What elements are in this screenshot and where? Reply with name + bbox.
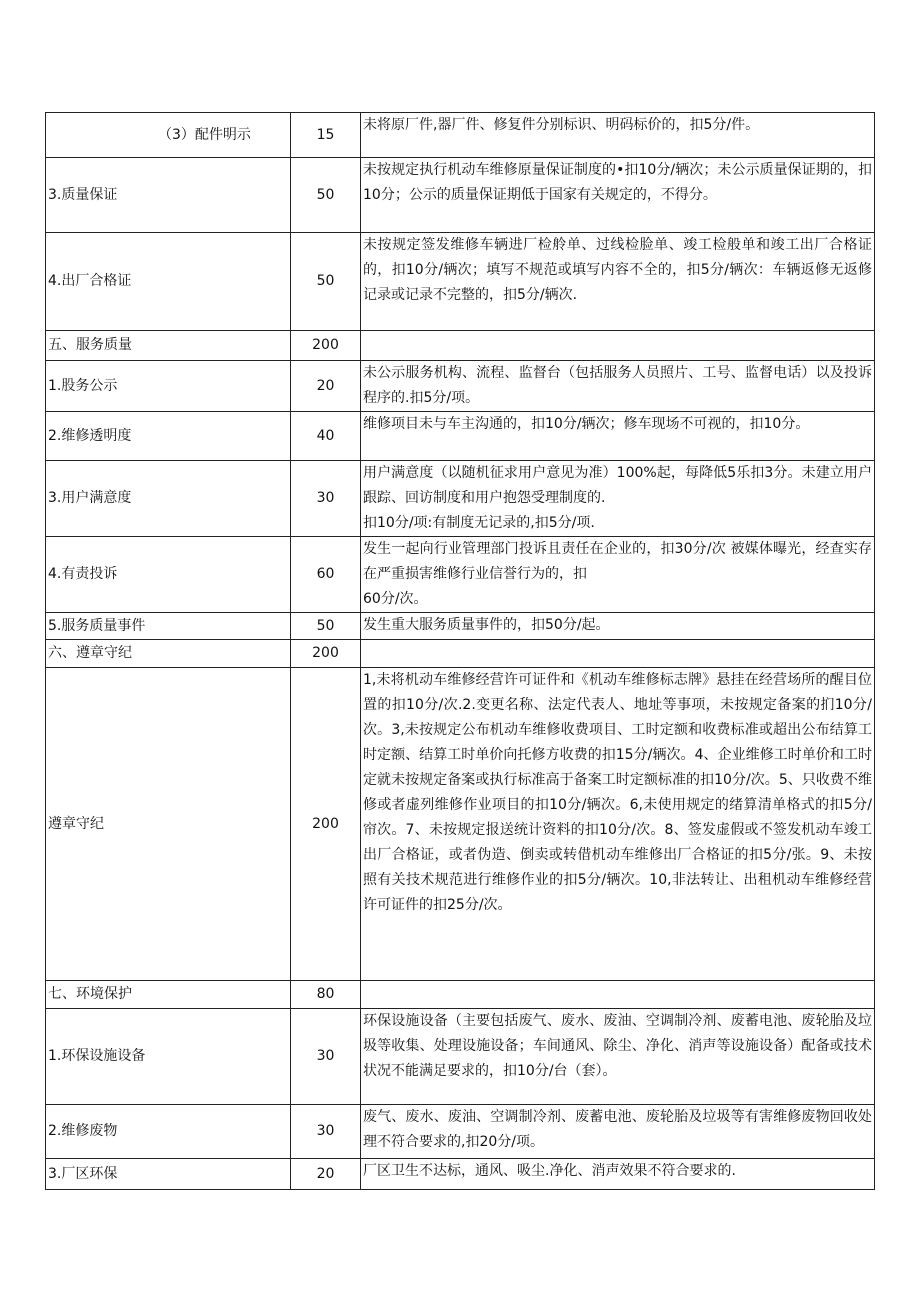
table-row xyxy=(46,412,875,461)
section-row xyxy=(46,331,875,361)
section-score: 80 xyxy=(291,981,361,1009)
table-row xyxy=(46,537,875,613)
item-description xyxy=(361,640,875,668)
item-description: 未按规定签发维修车辆进厂检舲单、过线检脸单、竣工检般单和竣工出厂合格证的，扣10分/辆次；填写不规范或填写内容不全的，扣5分/辆次：车辆返修无返修记录或记录不完整的，扣5分/辆次. xyxy=(361,233,875,331)
table-row xyxy=(46,1009,875,1105)
item-score: 30 xyxy=(291,461,361,537)
section-title: 五、服务质量 xyxy=(46,331,291,361)
table-row xyxy=(46,461,875,537)
item-description xyxy=(361,981,875,1009)
item-name: 3.厂区环保 xyxy=(46,1159,291,1190)
item-score: 50 xyxy=(291,158,361,233)
item-score: 200 xyxy=(291,668,361,981)
item-description: 维修项目未与车主沟通的，扣10分/辆次；修车现场不可视的，扣10分。 xyxy=(361,412,875,461)
item-description: 用户满意度（以随机征求用户意见为准）100%起，每降低5乐扣3分。未建立用户跟踪、回访制度和用户抱怨受理制度的. 扣10分/项:有制度无记录的,扣5分/项. xyxy=(361,461,875,537)
section-score: 200 xyxy=(291,331,361,361)
section-title: 七、环境保护 xyxy=(46,981,291,1009)
table-row xyxy=(46,113,875,158)
item-name: 3.用户满意度 xyxy=(46,461,291,537)
scoring-table xyxy=(45,112,875,1190)
item-name: 4.出厂合格证 xyxy=(46,233,291,331)
item-description: 未公示服务机构、流程、监督台（包括服务人员照片、工号、监督电话）以及投诉程序的.扣5分/项。 xyxy=(361,361,875,412)
item-description: 未按规定执行机动车维修原量保证制度的•扣10分/辆次；未公示质量保证期的，扣10分；公示的质量保证期低于国家有关规定的，不得分。 xyxy=(361,158,875,233)
table-row xyxy=(46,668,875,981)
item-description: 发生重大服务质量事件的，扣50分/起。 xyxy=(361,613,875,640)
item-score: 50 xyxy=(291,613,361,640)
table-row xyxy=(46,158,875,233)
item-score: 60 xyxy=(291,537,361,613)
item-description: 废气、废水、废油、空调制冷剂、废蓄电池、废轮胎及垃圾等有害维修废物回收处理不符合要求的,扣20分/项。 xyxy=(361,1105,875,1159)
section-row xyxy=(46,640,875,668)
section-title: 六、遵章守纪 xyxy=(46,640,291,668)
item-name: 5.服务质量事件 xyxy=(46,613,291,640)
item-name: 2.维修透明度 xyxy=(46,412,291,461)
item-score: 20 xyxy=(291,1159,361,1190)
item-score: 30 xyxy=(291,1009,361,1105)
item-name: 3.质量保证 xyxy=(46,158,291,233)
item-name: 4.有责投诉 xyxy=(46,537,291,613)
table-row xyxy=(46,361,875,412)
item-score: 15 xyxy=(291,113,361,158)
table-row xyxy=(46,613,875,640)
table-row xyxy=(46,233,875,331)
section-row xyxy=(46,981,875,1009)
item-name: 1.环保设施设备 xyxy=(46,1009,291,1105)
table-row xyxy=(46,1105,875,1159)
item-name: 遵章守纪 xyxy=(46,668,291,981)
section-score: 200 xyxy=(291,640,361,668)
item-name: 2.维修废物 xyxy=(46,1105,291,1159)
item-name: （3）配件明示 xyxy=(46,113,291,158)
item-description: 环保设施设备（主要包括废气、废水、废油、空调制冷剂、废蓄电池、废轮胎及垃圾等收集、处理设施设备；车间通风、除尘、净化、消声等设施设备）配备或技术状况不能满足要求的，扣10分/台（套）。 xyxy=(361,1009,875,1105)
item-description: 厂区卫生不达标，通风、吸尘.净化、消声效果不符合要求的. xyxy=(361,1159,875,1190)
item-description xyxy=(361,331,875,361)
item-score: 50 xyxy=(291,233,361,331)
item-description: 发生一起向行业管理部门投诉且责任在企业的，扣30分/次 被媒体曝光，经查实存在严重损害维修行业信誉行为的，扣 60分/次。 xyxy=(361,537,875,613)
item-description: 未将原厂件,器厂件、修复件分别标识、明码标价的，扣5分/件。 xyxy=(361,113,875,158)
table-row xyxy=(46,1159,875,1190)
item-name: 1.股务公示 xyxy=(46,361,291,412)
item-description: 1,未将机动车维修经营许可证件和《机动车维修标志牌》悬挂在经营场所的醒目位置的扣10分/次.2.变更名称、法定代表人、地址等事项，未按规定备案的扪10分/次。3,未按规定公布机动车维修收费项目、工时定额和收费标准或超出公布结算工时定额、结算工时单价向托修方收费的扣15分/辆次。4、企业维修工时单价和工时定就未按规定备案或执行标准高于备案工时定额标准的扣10分/次。5、只收费不维修或者虚列维修作业项目的扣10分/辆次。6,未使用规定的绪算清单格式的扣5分/帘次。7、未按规定报送统计资料的扣10分/次。8、签发虚假或不签发机动车竣工出厂合格证，或者伪造、倒卖或转借机动车维修出厂合格证的扣5分/张。9、未按照有关技术规范进行维修作业的扣5分/辆次。10,非法转让、出租机动车维修经营许可证件的扣25分/次。 xyxy=(361,668,875,981)
item-score: 40 xyxy=(291,412,361,461)
item-score: 20 xyxy=(291,361,361,412)
item-score: 30 xyxy=(291,1105,361,1159)
